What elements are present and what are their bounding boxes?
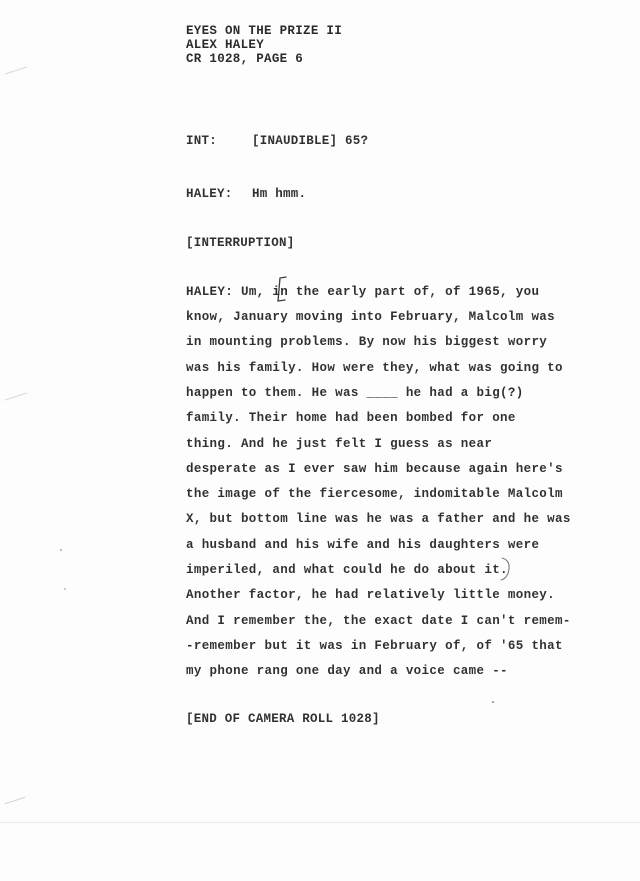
- exchange-int-text: [INAUDIBLE] 65?: [252, 134, 369, 148]
- paragraph-first-line-text: Um, in the early part of, of 1965, you: [240, 285, 540, 299]
- paragraph-line: imperiled, and what could he do about it.: [186, 563, 508, 577]
- paragraph-line: the image of the fiercesome, indomitable Malcolm: [186, 487, 563, 502]
- paragraph-line: desperate as I ever saw him because again here's: [186, 461, 563, 476]
- scan-edge-mark: [4, 392, 27, 400]
- speaker-label-haley-main: HALEY:: [186, 285, 234, 299]
- header-roll-page: CR 1028, PAGE 6: [186, 52, 304, 66]
- scan-speck: [492, 701, 494, 703]
- header-title: EYES ON THE PRIZE II: [186, 24, 343, 38]
- header-interviewee: ALEX HALEY: [186, 38, 265, 52]
- paragraph-line: a husband and his wife and his daughters were: [186, 537, 540, 552]
- exchange-int: [186, 134, 368, 148]
- speaker-label-int: INT:: [186, 134, 218, 148]
- paragraph-line: And I remember the, the exact date I can't remem-: [186, 613, 571, 628]
- scan-speck: [64, 588, 66, 590]
- paragraph-line: thing. And he just felt I guess as near: [186, 436, 493, 451]
- paragraph-line: family. Their home had been bombed for one: [186, 411, 516, 426]
- handwritten-open-bracket: [277, 276, 287, 302]
- paragraph-first-line: [186, 285, 539, 299]
- scan-edge-mark: [4, 797, 25, 805]
- paragraph-line: X, but bottom line was he was a father and he was: [186, 512, 571, 527]
- handwritten-close-bracket: [500, 557, 512, 581]
- paragraph-line: happen to them. He was ____ he had a big(?): [186, 385, 524, 400]
- exchange-haley-1-text: Hm hmm.: [252, 187, 307, 201]
- interruption-note: [INTERRUPTION]: [186, 236, 295, 250]
- scan-edge-mark: [4, 66, 27, 74]
- scan-speck: [60, 549, 62, 551]
- paragraph-line: in mounting problems. By now his biggest worry: [186, 335, 548, 350]
- end-of-roll-note: [END OF CAMERA ROLL 1028]: [186, 712, 380, 726]
- document-header: [186, 24, 342, 66]
- scan-bottom-edge: [0, 822, 640, 823]
- exchange-haley-1: [186, 187, 306, 201]
- paragraph-line: know, January moving into February, Malcolm was: [186, 310, 556, 324]
- paragraph-line: Another factor, he had relatively little money.: [186, 588, 556, 603]
- speaker-label-haley: HALEY:: [186, 187, 233, 201]
- paragraph-line: was his family. How were they, what was going to: [186, 360, 563, 375]
- paragraph-line: -remember but it was in February of, of '65 that: [186, 638, 563, 653]
- paragraph-line: my phone rang one day and a voice came --: [186, 664, 508, 679]
